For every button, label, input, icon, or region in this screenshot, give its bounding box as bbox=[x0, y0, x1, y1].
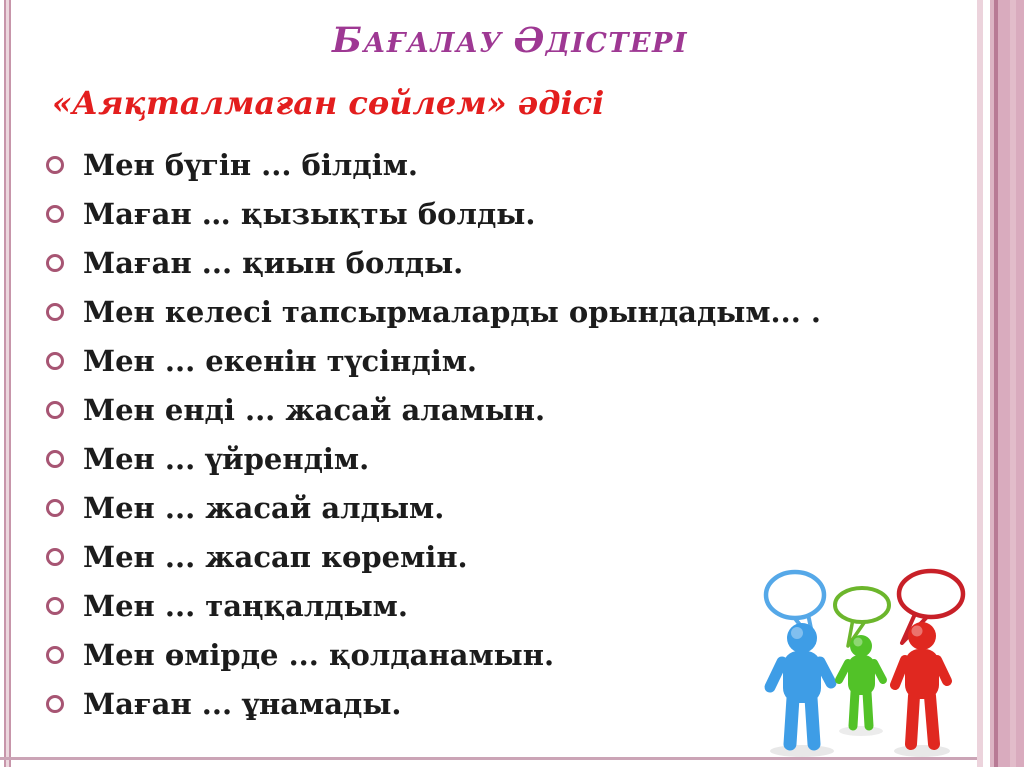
bullet-icon bbox=[46, 597, 64, 615]
bullet-text: Маған ... ұнамады. bbox=[83, 686, 402, 721]
slide-subtitle: «Аяқталмаған сөйлем» әдісі bbox=[52, 84, 605, 122]
list-item bbox=[46, 630, 786, 679]
bottom-border-line bbox=[0, 757, 977, 760]
bullet-text: Мен ... жасап көремін. bbox=[83, 539, 468, 574]
list-item bbox=[46, 385, 786, 434]
bullet-icon bbox=[46, 303, 64, 321]
bullet-icon bbox=[46, 352, 64, 370]
list-item bbox=[46, 189, 786, 238]
bullet-text: Мен келесі тапсырмаларды орындадым... . bbox=[83, 294, 822, 329]
bullet-icon bbox=[46, 450, 64, 468]
bullet-icon bbox=[46, 548, 64, 566]
list-item bbox=[46, 679, 786, 728]
talking-people-clipart bbox=[745, 548, 980, 763]
list-item bbox=[46, 140, 786, 189]
left-border-stripe bbox=[4, 0, 11, 767]
list-item bbox=[46, 287, 822, 336]
green-person-figure bbox=[839, 635, 883, 726]
bullet-icon bbox=[46, 646, 64, 664]
bullet-text: Маған ... қиын болды. bbox=[83, 245, 464, 280]
list-item bbox=[46, 581, 786, 630]
right-border-stripes bbox=[977, 0, 1024, 767]
bullet-text: Мен ... үйрендім. bbox=[83, 441, 370, 476]
blue-person-figure bbox=[770, 623, 831, 744]
bullet-icon bbox=[46, 254, 64, 272]
bullet-text: Мен бүгін ... білдім. bbox=[83, 147, 419, 182]
list-item bbox=[46, 336, 786, 385]
bullet-text: Мен енді ... жасай аламын. bbox=[83, 392, 546, 427]
bullet-icon bbox=[46, 695, 64, 713]
list-item bbox=[46, 483, 786, 532]
list-item bbox=[46, 532, 786, 581]
bullet-icon bbox=[46, 401, 64, 419]
bullet-icon bbox=[46, 205, 64, 223]
bullet-icon bbox=[46, 499, 64, 517]
bullet-text: Маған … қызықты болды. bbox=[83, 196, 536, 231]
bullet-icon bbox=[46, 156, 64, 174]
bullet-text: Мен ... жасай алдым. bbox=[83, 490, 445, 525]
slide-title: БАҒАЛАУ ӘДІСТЕРІ bbox=[332, 20, 688, 61]
list-item bbox=[46, 238, 786, 287]
bullet-text: Мен ... таңқалдым. bbox=[83, 588, 408, 623]
bullet-text: Мен ... екенін түсіндім. bbox=[83, 343, 478, 378]
bullet-list bbox=[46, 140, 822, 728]
list-item bbox=[46, 434, 786, 483]
bullet-text: Мен өмірде ... қолданамын. bbox=[83, 637, 555, 672]
